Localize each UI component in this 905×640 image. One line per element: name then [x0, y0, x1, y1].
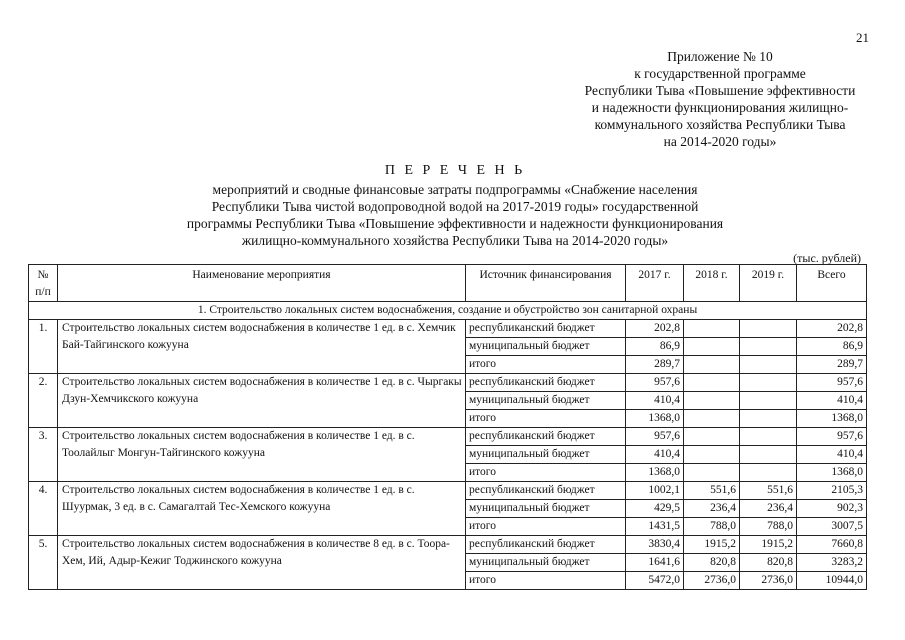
amount-y2019 — [740, 446, 797, 464]
appendix-header — [500, 48, 905, 150]
item-number: 2. — [29, 374, 58, 428]
amount-y2017: 289,7 — [626, 356, 684, 374]
amount-total: 902,3 — [797, 500, 867, 518]
funding-source: итого — [466, 464, 626, 482]
amount-y2017: 1431,5 — [626, 518, 684, 536]
amount-y2017: 410,4 — [626, 392, 684, 410]
amount-total: 957,6 — [797, 428, 867, 446]
amount-total: 7660,8 — [797, 536, 867, 554]
header-num: № п/п — [29, 265, 58, 302]
amount-y2018 — [684, 356, 740, 374]
table-row — [29, 320, 867, 338]
section-row — [29, 302, 867, 320]
document-title — [60, 162, 850, 249]
amount-y2019 — [740, 356, 797, 374]
amount-y2018: 788,0 — [684, 518, 740, 536]
amount-total: 410,4 — [797, 392, 867, 410]
amount-total: 10944,0 — [797, 572, 867, 590]
header-2019: 2019 г. — [740, 265, 797, 302]
amount-y2018 — [684, 392, 740, 410]
amount-y2019 — [740, 410, 797, 428]
amount-y2017: 410,4 — [626, 446, 684, 464]
amount-y2018: 1915,2 — [684, 536, 740, 554]
amount-y2019: 1915,2 — [740, 536, 797, 554]
amount-y2017: 429,5 — [626, 500, 684, 518]
header-2018: 2018 г. — [684, 265, 740, 302]
appendix-line: Приложение № 10 — [667, 49, 773, 64]
amount-y2017: 1368,0 — [626, 464, 684, 482]
amount-y2019 — [740, 320, 797, 338]
title-word: П Е Р Е Ч Е Н Ь — [384, 163, 526, 178]
appendix-line: коммунального хозяйства Республики Тыва — [594, 117, 846, 132]
item-number: 1. — [29, 320, 58, 374]
amount-y2019 — [740, 374, 797, 392]
amount-y2019: 236,4 — [740, 500, 797, 518]
table-row — [29, 374, 867, 392]
amount-y2018: 551,6 — [684, 482, 740, 500]
funding-source: итого — [466, 572, 626, 590]
amount-y2018 — [684, 410, 740, 428]
amount-y2017: 1641,6 — [626, 554, 684, 572]
amount-y2019: 2736,0 — [740, 572, 797, 590]
amount-total: 289,7 — [797, 356, 867, 374]
funding-source: итого — [466, 410, 626, 428]
funding-source: муниципальный бюджет — [466, 446, 626, 464]
funding-source: итого — [466, 518, 626, 536]
amount-y2019 — [740, 464, 797, 482]
item-number: 3. — [29, 428, 58, 482]
funding-source: республиканский бюджет — [466, 428, 626, 446]
header-2017: 2017 г. — [626, 265, 684, 302]
amount-y2018: 236,4 — [684, 500, 740, 518]
amount-y2017: 957,6 — [626, 374, 684, 392]
amount-total: 957,6 — [797, 374, 867, 392]
measures-table — [28, 264, 867, 590]
amount-y2017: 202,8 — [626, 320, 684, 338]
amount-y2018 — [684, 338, 740, 356]
amount-total: 86,9 — [797, 338, 867, 356]
funding-source: республиканский бюджет — [466, 320, 626, 338]
amount-y2019: 820,8 — [740, 554, 797, 572]
amount-y2018 — [684, 464, 740, 482]
amount-y2017: 86,9 — [626, 338, 684, 356]
funding-source: итого — [466, 356, 626, 374]
amount-y2019 — [740, 392, 797, 410]
title-line: жилищно-коммунального хозяйства Республики Тыва на 2014-2020 годы» — [241, 233, 669, 248]
amount-y2017: 3830,4 — [626, 536, 684, 554]
amount-y2018 — [684, 374, 740, 392]
appendix-line: на 2014-2020 годы» — [663, 134, 777, 149]
amount-y2018: 2736,0 — [684, 572, 740, 590]
amount-y2017: 1002,1 — [626, 482, 684, 500]
item-name: Строительство локальных систем водоснабжения в количестве 1 ед. в с. Чыргакы Дзун-Хемчикского кожууна — [58, 374, 466, 428]
amount-total: 1368,0 — [797, 410, 867, 428]
appendix-line: к государственной программе — [634, 66, 806, 81]
item-name: Строительство локальных систем водоснабжения в количестве 1 ед. в с. Тоолайлыг Монгун-Тайгинского кожууна — [58, 428, 466, 482]
funding-source: республиканский бюджет — [466, 536, 626, 554]
units-label: (тыс. рублей) — [793, 251, 861, 265]
section-title: 1. Строительство локальных систем водоснабжения, создание и обустройство зон санитарной охраны — [29, 302, 867, 320]
title-line: мероприятий и сводные финансовые затраты подпрограммы «Снабжение населения — [212, 182, 698, 197]
item-name: Строительство локальных систем водоснабжения в количестве 1 ед. в с. Шуурмак, 3 ед. в с. Самагалтай Тес-Хемского кожууна — [58, 482, 466, 536]
item-name: Строительство локальных систем водоснабжения в количестве 8 ед. в с. Тоора-Хем, Ий, Адыр-Кежиг Тоджинского кожууна — [58, 536, 466, 590]
funding-source: муниципальный бюджет — [466, 338, 626, 356]
amount-y2019: 788,0 — [740, 518, 797, 536]
header-total: Всего — [797, 265, 867, 302]
funding-source: муниципальный бюджет — [466, 392, 626, 410]
amount-total: 2105,3 — [797, 482, 867, 500]
amount-total: 3283,2 — [797, 554, 867, 572]
header-source: Источник финансирования — [466, 265, 626, 302]
amount-y2017: 1368,0 — [626, 410, 684, 428]
table-header-row — [29, 265, 867, 302]
table-row — [29, 428, 867, 446]
amount-y2018 — [684, 446, 740, 464]
funding-source: республиканский бюджет — [466, 374, 626, 392]
table-row — [29, 482, 867, 500]
title-line: Республики Тыва чистой водопроводной водой на 2017-2019 годы» государственной — [211, 199, 699, 214]
item-number: 5. — [29, 536, 58, 590]
amount-y2018 — [684, 428, 740, 446]
amount-y2018: 820,8 — [684, 554, 740, 572]
funding-source: муниципальный бюджет — [466, 554, 626, 572]
appendix-line: и надежности функционирования жилищно- — [591, 100, 849, 115]
table-row — [29, 536, 867, 554]
amount-total: 1368,0 — [797, 464, 867, 482]
amount-y2017: 957,6 — [626, 428, 684, 446]
amount-y2019 — [740, 338, 797, 356]
funding-source: республиканский бюджет — [466, 482, 626, 500]
page-number: 21 — [856, 30, 869, 45]
funding-source: муниципальный бюджет — [466, 500, 626, 518]
amount-y2018 — [684, 320, 740, 338]
amount-total: 3007,5 — [797, 518, 867, 536]
amount-total: 410,4 — [797, 446, 867, 464]
header-name: Наименование мероприятия — [58, 265, 466, 302]
item-number: 4. — [29, 482, 58, 536]
amount-y2019: 551,6 — [740, 482, 797, 500]
appendix-line: Республики Тыва «Повышение эффективности — [584, 83, 856, 98]
item-name: Строительство локальных систем водоснабжения в количестве 1 ед. в с. Хемчик Бай-Тайгинского кожууна — [58, 320, 466, 374]
title-line: программы Республики Тыва «Повышение эффективности и надежности функционирования — [186, 216, 724, 231]
amount-y2019 — [740, 428, 797, 446]
amount-total: 202,8 — [797, 320, 867, 338]
amount-y2017: 5472,0 — [626, 572, 684, 590]
